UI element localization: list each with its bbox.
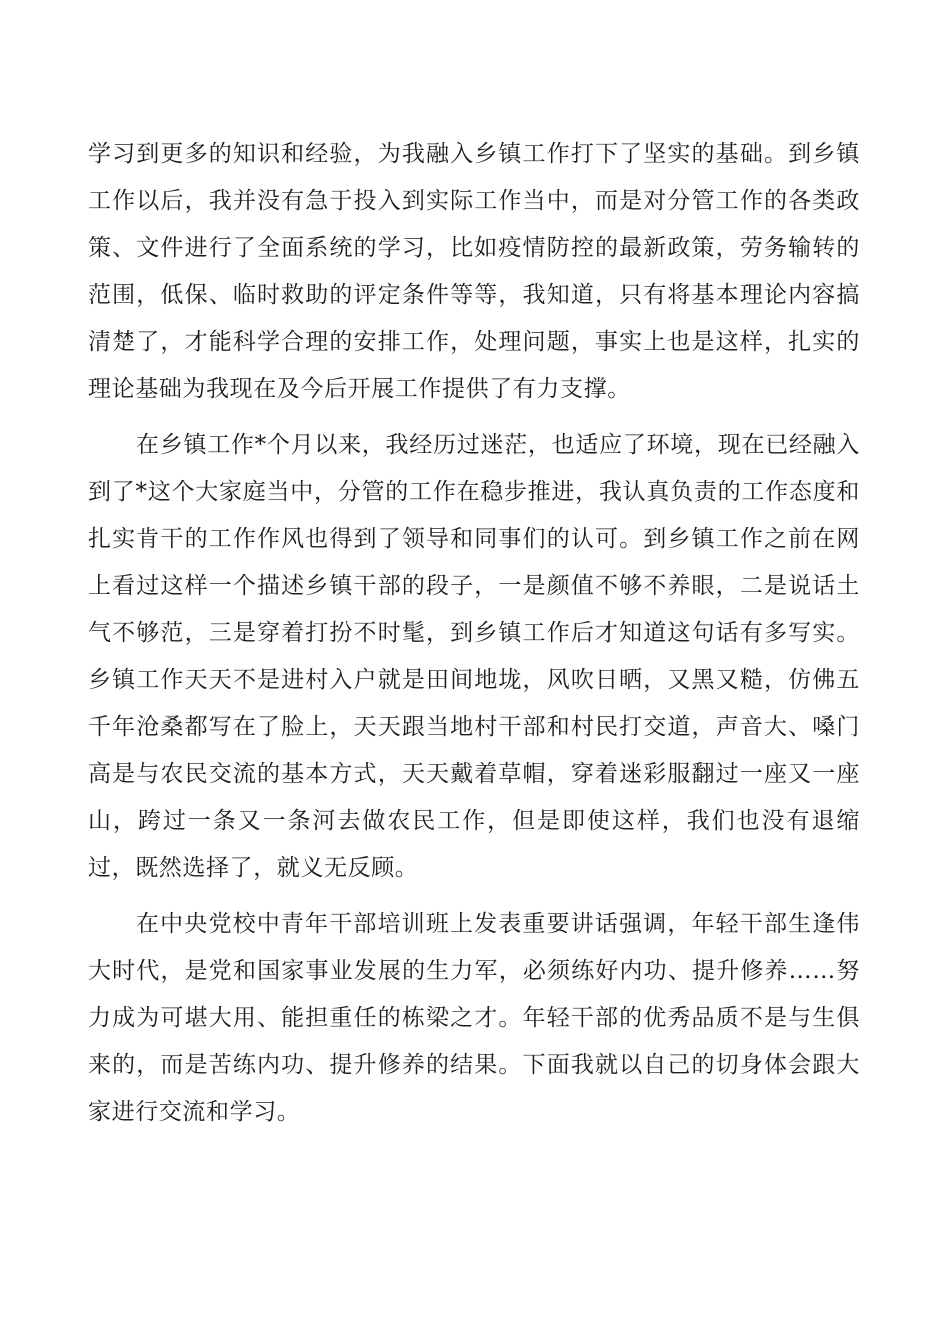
body-text [88, 131, 860, 1136]
paragraph-continued: 学习到更多的知识和经验，为我融入乡镇工作打下了坚实的基础。到乡镇工作以后，我并没有急于投入到实际工作当中，而是对分管工作的各类政策、文件进行了全面系统的学习，比如疫情防控的最新政策，劳务输转的范围，低保、临时救助的评定条件等等，我知道，只有将基本理论内容搞清楚了，才能科学合理的安排工作，处理问题，事实上也是这样，扎实的理论基础为我现在及今后开展工作提供了有力支撑。 [88, 141, 860, 402]
paragraph-township-experience: 在乡镇工作*个月以来，我经历过迷茫，也适应了环境，现在已经融入到了*这个大家庭当中，分管的工作在稳步推进，我认真负责的工作态度和扎实肯干的工作作风也得到了领导和同事们的认可。到乡镇工作之前在网上看过这样一个描述乡镇干部的段子，一是颜值不够不养眼，二是说话土气不够范，三是穿着打扮不时髦，到乡镇工作后才知道这句话有多写实。乡镇工作天天不是进村入户就是田间地垅，风吹日晒，又黑又糙，仿佛五千年沧桑都写在了脸上，天天跟当地村干部和村民打交道，声音大、嗓门高是与农民交流的基本方式，天天戴着草帽，穿着迷彩服翻过一座又一座山，跨过一条又一条河去做农民工作，但是即使这样，我们也没有退缩过，既然选择了，就义无反顾。 [88, 432, 860, 881]
paragraph-party-school-speech: 在中央党校中青年干部培训班上发表重要讲话强调，年轻干部生逢伟大时代，是党和国家事业发展的生力军，必须练好内功、提升修养……努力成为可堪大用、能担重任的栋梁之才。年轻干部的优秀品质不是与生俱来的，而是苦练内功、提升修养的结果。下面我就以自己的切身体会跟大家进行交流和学习。 [88, 911, 860, 1125]
